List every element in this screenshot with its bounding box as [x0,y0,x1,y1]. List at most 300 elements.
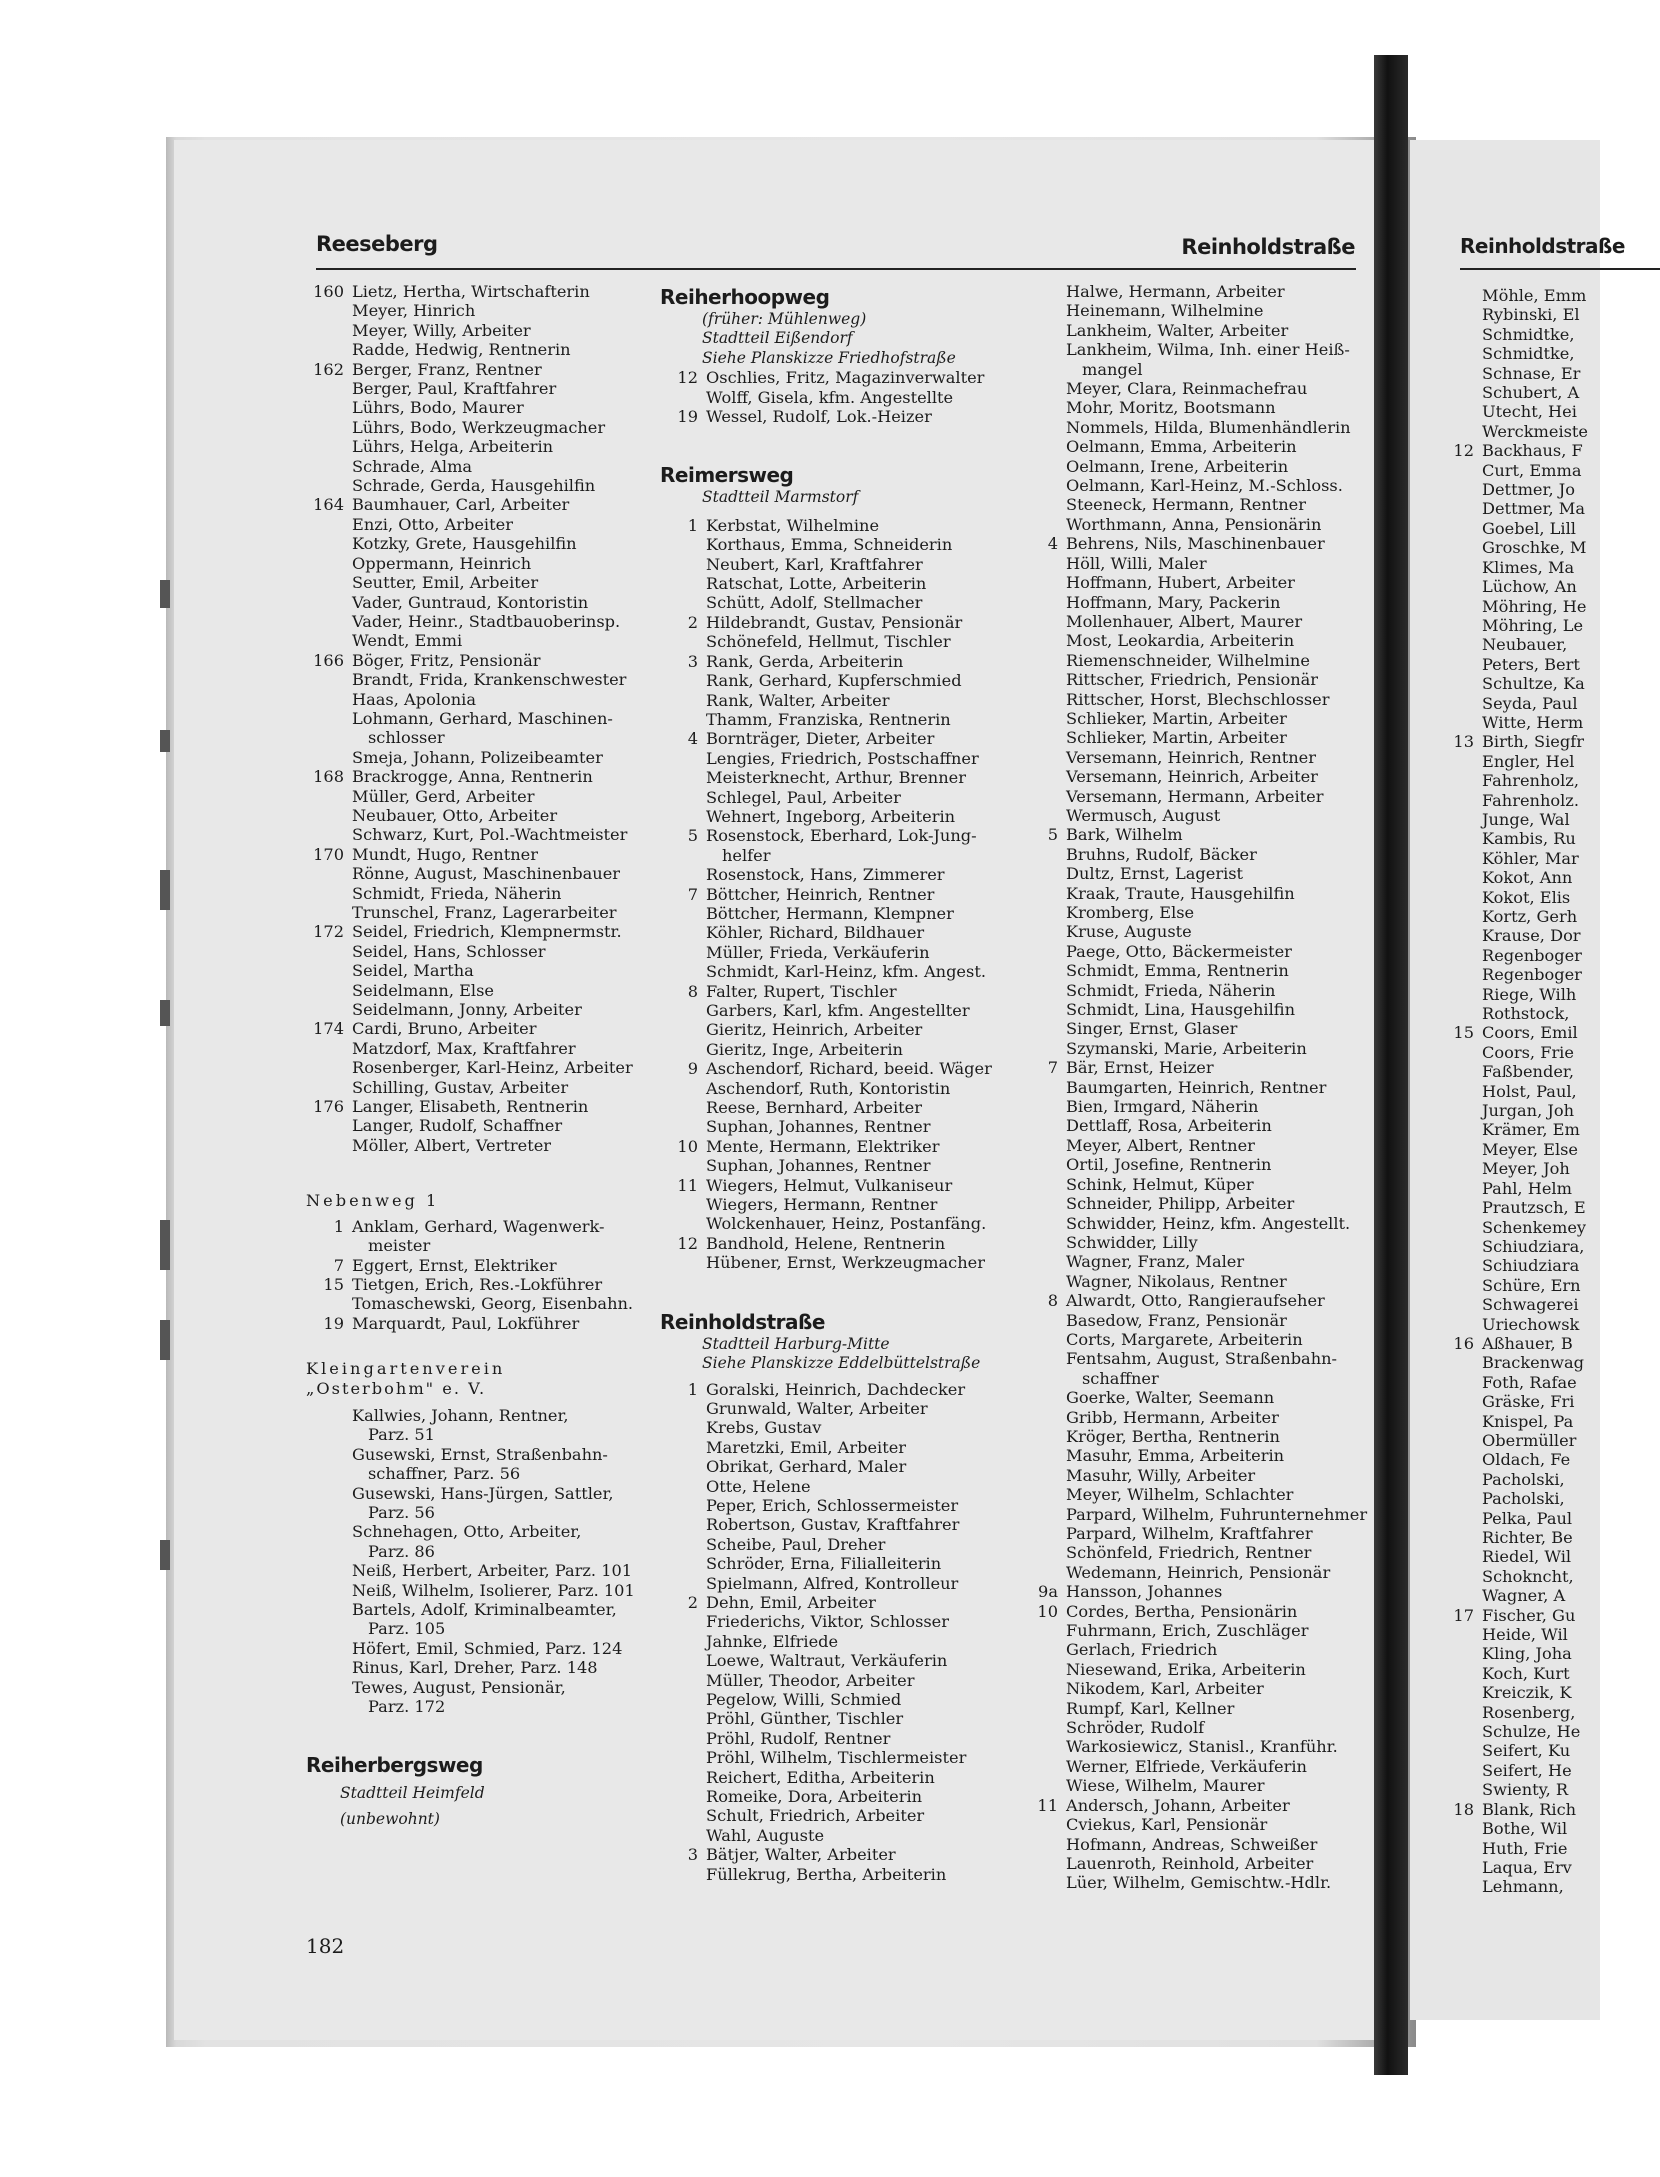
entry-row [1446,985,1600,1004]
entry-row [660,1214,1020,1233]
entry-text: Utecht, Hei [1482,402,1577,422]
house-number [660,788,706,807]
entry-row [1020,340,1365,359]
entry-text: Schröder, Rudolf [1066,1718,1205,1738]
house-number [1446,907,1482,926]
entry-row [660,1380,1020,1399]
house-number: 19 [323,1313,344,1333]
column-1 [306,282,636,1829]
entry-row [1020,476,1365,495]
house-number [660,1671,706,1690]
entry-text: Regenboger [1482,945,1582,965]
entry-row [306,864,636,883]
entry-text: Meyer, Clara, Reinmachefrau [1066,379,1308,399]
entry-row [1020,1504,1368,1524]
entry-row [1446,1858,1600,1877]
entry-row [306,1136,636,1155]
entry-text: Versemann, Heinrich, Arbeiter [1066,767,1318,787]
entry-row [660,904,1020,923]
house-number [306,1658,352,1677]
entry-text: Rönne, August, Maschinenbauer [352,864,621,884]
house-number [1446,1276,1482,1295]
house-number [1020,1873,1066,1892]
entry-text: Neubauer, [1482,635,1568,655]
house-number: 7 [333,1255,344,1275]
house-number: 8 [687,981,698,1001]
entry-row [1020,845,1365,864]
entry-row [1020,1582,1365,1601]
house-number [306,709,352,728]
house-number [306,1522,352,1541]
entry-text: Kruse, Auguste [1066,922,1192,942]
house-number [1446,1741,1482,1760]
entry-text: Maretzki, Emil, Arbeiter [706,1437,907,1457]
house-number [1020,1524,1066,1543]
entry-row [660,652,1020,671]
entry-row [1020,1699,1365,1718]
entry-row [1020,1873,1365,1892]
entry-text: Hildebrandt, Gustav, Pensionär [706,612,963,632]
entry-row [660,1079,1020,1098]
house-number [1020,1097,1066,1116]
entry-row [306,1619,636,1638]
entry-row [660,943,1020,962]
house-number [660,691,706,710]
house-number [1020,1214,1066,1233]
entry-row [306,1000,636,1019]
entry-text: Corts, Margarete, Arbeiterin [1066,1329,1303,1349]
entry-row [660,982,1020,1001]
house-number [1446,1120,1482,1139]
house-number [660,1020,706,1039]
entry-text: Nikodem, Karl, Arbeiter [1066,1679,1264,1699]
house-number [660,555,706,574]
house-number [1020,1136,1066,1155]
house-number [660,1768,706,1787]
entry-row [660,885,1020,904]
entry-text: Rosenberg, [1482,1702,1576,1722]
entry-text: Schlieker, Martin, Arbeiter [1066,708,1287,728]
entry-row [1020,1194,1365,1213]
house-number [306,728,352,747]
entry-row [1020,1427,1365,1446]
house-number [1020,748,1066,767]
house-number [1020,1699,1066,1718]
entry-row [1020,922,1365,941]
entry-text: Oppermann, Heinrich [352,553,532,573]
entry-text: Rosenstock, Hans, Zimmerer [706,865,945,885]
entry-row [306,942,636,961]
house-number [1446,868,1482,887]
house-number [1446,402,1482,421]
entry-text: Halwe, Hermann, Arbeiter [1066,282,1285,301]
entry-text: Dultz, Ernst, Lagerist [1066,864,1244,884]
entry-text: Mundt, Hugo, Rentner [352,844,538,864]
entry-text: Mente, Hermann, Elektriker [706,1136,940,1156]
entry-text: Suphan, Johannes, Rentner [706,1117,931,1137]
house-number [1446,1703,1482,1722]
entry-text: Aßhauer, B [1482,1333,1573,1353]
entry-text: Oldach, Fe [1482,1450,1571,1470]
house-number [1446,1858,1482,1877]
entry-row [660,1768,1020,1787]
house-number [1020,1446,1066,1465]
entry-text: Gieritz, Inge, Arbeiterin [706,1039,903,1059]
entry-text: Fuhrmann, Erich, Zuschläger [1066,1621,1309,1641]
house-number [1020,1427,1066,1446]
entry-text: Möhring, He [1482,596,1587,616]
house-number [306,690,352,709]
house-number [1020,903,1066,922]
house-number [306,787,352,806]
house-number [660,1865,706,1884]
entry-text: Rumpf, Karl, Kellner [1066,1698,1235,1718]
entry-text: Riemenschneider, Wilhelmine [1066,650,1310,670]
house-number [1020,709,1066,728]
street-subtitle: Stadtteil Eißendorf [702,329,853,348]
column-4-right-page [1446,286,1600,1897]
entry-text: Heinemann, Wilhelmine [1066,301,1264,321]
house-number [660,1457,706,1476]
house-number [1020,1543,1066,1562]
entry-text: Wahl, Auguste [706,1825,825,1845]
entry-row [660,1748,1020,1767]
entry-text: Lengies, Friedrich, Postschaffner [706,748,979,768]
entry-row [1446,810,1600,829]
house-number [1446,1315,1482,1334]
reinholdstrasse-title: Reinholdstraße [660,1309,825,1334]
house-number [1446,1819,1482,1838]
entry-text: Niesewand, Erika, Arbeiterin [1066,1659,1306,1679]
entry-row [660,535,1020,554]
entry-text: Köhler, Richard, Bildhauer [706,923,925,943]
entry-text: Brandt, Frida, Krankenschwester [352,670,627,690]
house-number [1446,286,1482,305]
entry-row [1020,515,1365,534]
street-subtitle: (früher: Mühlenweg) [702,310,867,328]
street-subtitle: Stadtteil Marmstorf [702,488,859,507]
house-number [1020,1000,1066,1019]
entry-row [660,1806,1020,1825]
house-number [1446,480,1482,499]
entry-text: Neiß, Wilhelm, Isolierer, Parz. 101 [352,1580,635,1600]
entry-row [660,1195,1020,1214]
entry-text: Peper, Erich, Schlossermeister [706,1495,959,1515]
house-number [1020,515,1066,534]
entry-row [306,1039,636,1058]
entry-row [660,1418,1020,1437]
entry-row [306,612,636,631]
entry-row [1020,1233,1365,1252]
house-number [1020,1466,1066,1485]
house-number [660,1001,706,1020]
entry-text: Möller, Albert, Vertreter [352,1135,552,1155]
house-number [306,418,352,437]
house-number [1020,1175,1066,1194]
house-number [1020,321,1066,340]
entry-row [1020,301,1365,320]
house-number [306,1116,352,1135]
house-number [1446,1470,1482,1489]
entry-row [660,865,1020,884]
house-number [1020,1718,1066,1737]
entry-text: Oschlies, Fritz, Magazinverwalter [706,368,985,388]
entry-text: Klimes, Ma [1482,557,1575,577]
entry-row [306,1581,636,1600]
street-subtitle: Siehe Planskizze Eddelbüttelstraße [702,1354,981,1373]
entry-text: Garbers, Karl, kfm. Angestellter [706,1001,970,1020]
entry-text: Curt, Emma [1482,460,1582,480]
reimersweg-list [660,516,1020,1273]
entry-row [1020,1349,1365,1368]
house-number [306,1078,352,1097]
entry-text: Wiegers, Hermann, Rentner [706,1195,938,1215]
entry-text: Witte, Herm [1482,712,1584,732]
entry-text: Schönefeld, Hellmut, Tischler [706,632,951,652]
entry-text: Höfert, Emil, Schmied, Parz. 124 [352,1638,623,1658]
entry-row [1446,383,1600,402]
house-number [306,1542,352,1561]
house-number [660,1040,706,1059]
house-number [1446,1839,1482,1858]
entry-row [660,671,1020,690]
entry-row [660,1156,1020,1175]
house-number [306,670,352,689]
entry-text: Lankheim, Walter, Arbeiter [1066,320,1289,340]
entry-text: Oelmann, Karl-Heinz, M.-Schloss. [1066,476,1343,496]
entry-text: meister [368,1236,431,1256]
entry-text: Lauenroth, Reinhold, Arbeiter [1066,1853,1314,1873]
entry-row [1020,1136,1365,1155]
entry-text: Gusewski, Ernst, Straßenbahn- [352,1444,608,1464]
entry-text: Gusewski, Hans-Jürgen, Sattler, [352,1483,614,1503]
house-number [306,1236,352,1255]
entry-row [306,1217,636,1236]
house-number [660,1729,706,1748]
house-number: 174 [313,1019,344,1039]
house-number [306,981,352,1000]
entry-row [306,903,636,922]
entry-text: Werner, Elfriede, Verkäuferin [1066,1756,1307,1776]
entry-text: Baumgarten, Heinrich, Rentner [1066,1077,1327,1097]
entry-row [1020,670,1365,689]
column-2 [660,282,1020,1884]
entry-row [660,1040,1020,1059]
entry-row [1020,981,1365,1000]
entry-row [1020,1311,1365,1330]
entry-row [1020,1621,1365,1640]
house-number [1020,1679,1066,1698]
house-number: 170 [313,844,344,864]
house-number [1020,340,1066,359]
entry-row [660,555,1020,574]
entry-text: Pacholski, [1482,1469,1565,1489]
entry-text: Meyer, Albert, Rentner [1066,1135,1255,1155]
entry-row [1020,1757,1365,1776]
entry-text: Schwidder, Heinz, kfm. Angestellt. [1066,1213,1351,1233]
entry-row [660,1117,1020,1136]
house-number [660,749,706,768]
entry-row [306,554,636,573]
house-number [1020,942,1066,961]
house-number [1446,461,1482,480]
house-number [306,1425,352,1444]
entry-row [1446,1082,1600,1101]
reiherbergsweg-title: Reiherbergsweg [306,1753,483,1778]
house-number [1446,558,1482,577]
page-header-left: Reeseberg [316,232,438,256]
street-subtitle: Siehe Planskizze Friedhofstraße [702,348,956,367]
house-number [660,1515,706,1534]
entry-row [660,1671,1020,1690]
entry-text: Lührs, Bodo, Maurer [352,398,524,418]
entry-text: Swienty, R [1482,1780,1569,1800]
house-number [1446,305,1482,324]
entry-row [660,923,1020,942]
entry-text: Eggert, Ernst, Elektriker [352,1255,557,1275]
entry-text: Blank, Rich [1482,1799,1577,1819]
entry-text: Schwarz, Kurt, Pol.-Wachtmeister [352,825,628,845]
house-number [1020,864,1066,883]
entry-text: Gribb, Hermann, Arbeiter [1066,1407,1279,1427]
house-number [1020,767,1066,786]
entry-row [660,1059,1020,1078]
entry-row [306,398,636,417]
house-number [306,593,352,612]
house-number [306,903,352,922]
house-number [1020,1485,1066,1504]
entry-row [660,846,1020,865]
house-number [1020,1854,1066,1873]
entry-text: Pacholski, [1482,1489,1565,1509]
entry-text: Cardi, Bruno, Arbeiter [352,1019,537,1039]
entry-row [306,1294,636,1313]
entry-row [306,437,636,456]
house-number: 1 [333,1216,344,1236]
entry-row [1446,558,1600,577]
entry-text: Rybinski, El [1482,305,1580,325]
entry-row [306,1600,636,1619]
kleingarten-subtitle: „Osterbohm" e. V. [306,1378,487,1398]
house-number [660,1098,706,1117]
entry-text: Parpard, Wilhelm, Fuhrunternehmer [1066,1504,1368,1524]
house-number [660,943,706,962]
house-number [660,1554,706,1573]
entry-text: Schütt, Adolf, Stellmacher [706,593,923,613]
house-number [306,1484,352,1503]
house-number [1446,364,1482,383]
entry-text: Schönfeld, Friedrich, Rentner [1066,1543,1312,1563]
house-number [660,1496,706,1515]
house-number [1446,383,1482,402]
house-number [1446,1761,1482,1780]
entry-row [1446,1761,1600,1780]
entry-text: Reese, Bernhard, Arbeiter [706,1098,923,1118]
house-number: 15 [323,1274,344,1294]
entry-row [1020,1815,1365,1834]
entry-row [1020,1019,1365,1038]
house-number [306,1000,352,1019]
entry-row [1020,787,1365,806]
entry-text: Basedow, Franz, Pensionär [1066,1310,1287,1330]
house-number [1020,922,1066,941]
house-number [1446,1780,1482,1799]
reiherbergsweg-sub1: Stadtteil Heimfeld [340,1784,485,1803]
entry-text: Jahnke, Elfriede [706,1631,839,1651]
reiherhoopweg-subtitles [660,310,1020,368]
house-number [306,437,352,456]
entry-row [1020,1291,1365,1310]
entry-row [1446,1683,1600,1702]
house-number [1020,961,1066,980]
entry-row [306,476,636,495]
entry-row [660,1632,1020,1651]
entry-text: Parz. 172 [368,1697,446,1717]
entry-text: Berger, Franz, Rentner [352,359,542,379]
entry-text: Versemann, Hermann, Arbeiter [1066,786,1324,806]
house-number [1446,1509,1482,1528]
house-number: 1 [687,515,698,535]
reinholdstrasse-list-right-page [1446,286,1600,1897]
entry-text: Richter, Be [1482,1528,1573,1547]
entry-text: Szymanski, Marie, Arbeiterin [1066,1038,1307,1058]
house-number [1446,1004,1482,1023]
entry-row [1446,286,1600,305]
entry-text: Gerlach, Friedrich [1066,1640,1218,1660]
house-number [1020,437,1066,456]
entry-row [306,418,636,437]
house-number [306,554,352,573]
house-number [1446,829,1482,848]
entry-text: Wendt, Emmi [352,631,463,651]
header-rule [316,268,1356,270]
entry-row [1446,1547,1600,1566]
house-number [306,1678,352,1697]
entry-text: Radde, Hedwig, Rentnerin [352,340,571,360]
house-number [1446,1431,1482,1450]
entry-text: Masuhr, Emma, Arbeiterin [1066,1446,1285,1466]
house-number [306,398,352,417]
entry-row [1446,732,1600,751]
entry-text: Seifert, Ku [1482,1741,1571,1761]
house-number [1020,612,1066,631]
entry-row [1446,1877,1600,1896]
entry-text: Neubert, Karl, Kraftfahrer [706,554,923,574]
house-number [306,1639,352,1658]
house-number [660,535,706,554]
entry-text: Peters, Bert [1482,654,1580,674]
entry-row [660,1020,1020,1039]
entry-text: Meyer, Else [1482,1139,1579,1159]
house-number [1446,1159,1482,1178]
entry-text: Schubert, A [1482,383,1580,403]
house-number [306,864,352,883]
house-number [1446,946,1482,965]
house-number [1446,1101,1482,1120]
house-number [306,1503,352,1522]
entry-text: Bruhns, Rudolf, Bäcker [1066,844,1257,864]
entry-row [1446,907,1600,926]
house-number [1020,398,1066,417]
house-number [1446,985,1482,1004]
street-subtitle: Stadtteil Harburg-Mitte [702,1334,890,1353]
entry-row [1446,616,1600,635]
entry-row [1446,1159,1600,1178]
house-number [1446,325,1482,344]
house-number [306,1058,352,1077]
entry-row [306,360,636,379]
house-number [1020,1835,1066,1854]
